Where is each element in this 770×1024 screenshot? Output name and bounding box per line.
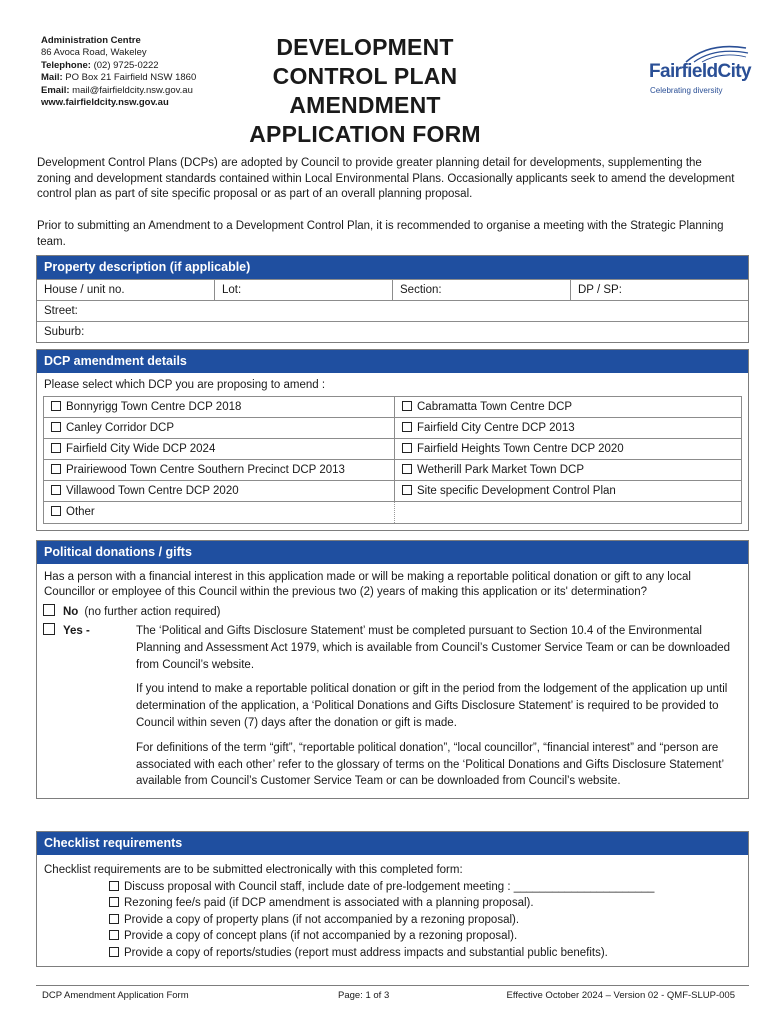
checklist-item-label: Discuss proposal with Council staff, include date of pre-lodgement meeting : ______________________ xyxy=(124,880,655,893)
title-line-1: DEVELOPMENT xyxy=(276,34,454,60)
option-label: Prairiewood Town Centre Southern Precinct DCP 2013 xyxy=(66,464,345,476)
title-line-2: CONTROL PLAN xyxy=(272,63,458,89)
checklist-item-label: Provide a copy of reports/studies (report must address impacts and substantial public benefits). xyxy=(124,946,608,959)
checkbox[interactable] xyxy=(402,422,412,432)
dcp-option-fairfield-heights[interactable] xyxy=(395,439,741,460)
checklist-item[interactable] xyxy=(109,928,748,945)
dcp-section xyxy=(36,349,749,531)
checkbox[interactable] xyxy=(109,897,119,907)
checkbox[interactable] xyxy=(402,485,412,495)
option-label: Fairfield City Wide DCP 2024 xyxy=(66,443,216,455)
option-label: Villawood Town Centre DCP 2020 xyxy=(66,485,239,497)
email-value[interactable]: mail@fairfieldcity.nsw.gov.au xyxy=(72,84,193,96)
yes-paragraph-3: For definitions of the term “gift”, “reportable political donation”, “local councillor”, “financial interest” and “person are associated with each other’ refer to the glossary of terms on the ‘Political Donations and Gifts Disclosure Statement’ available from Council’s Customer Service Team or can be downloaded from Council’s website. xyxy=(136,741,724,788)
option-label: Other xyxy=(66,506,95,518)
checkbox[interactable] xyxy=(51,506,61,516)
checklist-section xyxy=(36,831,749,967)
title-line-4: APPLICATION FORM xyxy=(249,121,481,147)
dcp-option-cabramatta[interactable] xyxy=(395,397,741,418)
donations-yes-option[interactable] xyxy=(37,623,748,798)
admin-heading: Administration Centre xyxy=(41,35,141,46)
option-label: Bonnyrigg Town Centre DCP 2018 xyxy=(66,401,242,413)
checkbox[interactable] xyxy=(109,914,119,924)
dcp-option-blank xyxy=(395,502,741,523)
email-label: Email: xyxy=(41,84,70,96)
title-line-3: AMENDMENT xyxy=(289,92,441,118)
donations-question: Has a person with a financial interest in this application made or will be making a reportable political donation or gift to any local Councillor or employee of this Council within the previous two (2) years of making this application or its' determination? xyxy=(44,571,691,598)
checkbox[interactable] xyxy=(109,881,119,891)
option-label: Cabramatta Town Centre DCP xyxy=(417,401,573,413)
dcp-option-wetherill-park[interactable] xyxy=(395,460,741,481)
street-field[interactable]: Street: xyxy=(44,305,78,317)
checklist-item[interactable] xyxy=(109,945,748,962)
no-label: No xyxy=(63,606,79,618)
council-contact-block xyxy=(41,35,196,109)
telephone-value: (02) 9725-0222 xyxy=(93,59,159,71)
checkbox[interactable] xyxy=(51,401,61,411)
option-label: Fairfield Heights Town Centre DCP 2020 xyxy=(417,443,624,455)
dcp-option-canley[interactable] xyxy=(44,418,395,439)
intro-paragraph-2: Prior to submitting an Amendment to a Development Control Plan, it is recommended to organise a meeting with the Strategic Planning team. xyxy=(37,220,724,248)
suburb-field[interactable]: Suburb: xyxy=(44,326,85,338)
checkbox[interactable] xyxy=(51,443,61,453)
yes-label: Yes - xyxy=(63,625,90,637)
mail-label: Mail: xyxy=(41,72,63,84)
admin-address: 86 Avoca Road, Wakeley xyxy=(41,47,147,59)
lot-field[interactable]: Lot: xyxy=(215,280,393,300)
yes-paragraph-1: The ‘Political and Gifts Disclosure Statement’ must be completed pursuant to Section 10.4 of the Environmental Planning and Assessment Act 1979, which is available from Council’s Customer Service Team or can be downloaded from Council’s website. xyxy=(136,625,731,671)
checklist-item-label: Provide a copy of property plans (if not accompanied by a rezoning proposal). xyxy=(124,913,520,926)
house-unit-field[interactable]: House / unit no. xyxy=(37,280,215,300)
checkbox[interactable] xyxy=(51,464,61,474)
checklist-item[interactable] xyxy=(109,895,748,912)
donations-no-option[interactable] xyxy=(37,603,748,623)
dp-sp-field[interactable]: DP / SP: xyxy=(578,284,622,296)
logo-name: FairfieldCity xyxy=(649,61,751,82)
checklist-item[interactable] xyxy=(109,912,748,929)
form-title xyxy=(232,33,498,149)
page-footer xyxy=(36,985,749,1001)
checklist-item[interactable] xyxy=(109,879,748,896)
dcp-section-heading: DCP amendment details xyxy=(37,350,748,373)
checklist-items xyxy=(37,879,748,967)
dcp-option-fairfield-city-centre[interactable] xyxy=(395,418,741,439)
dcp-option-other[interactable] xyxy=(44,502,395,523)
fairfield-city-logo xyxy=(644,44,754,100)
checklist-intro: Checklist requirements are to be submitted electronically with this completed form: xyxy=(44,864,463,876)
mail-value: PO Box 21 Fairfield NSW 1860 xyxy=(65,72,197,84)
intro-paragraph-1: Development Control Plans (DCPs) are adopted by Council to provide greater planning detail for developments, supplementing the zoning and development standards contained within Local Environmental Plans. Occasionally applicants seek to amend the development control plan as part of site specific proposal or as part of an overall planning proposal. xyxy=(37,157,735,201)
dcp-option-prairiewood[interactable] xyxy=(44,460,395,481)
property-section-heading: Property description (if applicable) xyxy=(37,256,748,279)
telephone-label: Telephone: xyxy=(41,59,91,71)
checkbox[interactable] xyxy=(109,930,119,940)
footer-form-name: DCP Amendment Application Form xyxy=(42,990,189,1001)
website-link[interactable]: www.fairfieldcity.nsw.gov.au xyxy=(41,97,169,109)
dcp-option-site-specific[interactable] xyxy=(395,481,741,502)
checkbox[interactable] xyxy=(109,947,119,957)
checkbox[interactable] xyxy=(402,401,412,411)
no-text: (no further action required) xyxy=(84,606,221,618)
no-checkbox[interactable] xyxy=(43,604,55,616)
property-section xyxy=(36,255,749,343)
section-field[interactable]: Section: xyxy=(393,280,571,300)
checklist-section-heading: Checklist requirements xyxy=(37,832,748,855)
checkbox[interactable] xyxy=(402,443,412,453)
dcp-option-villawood[interactable] xyxy=(44,481,395,502)
yes-paragraph-2: If you intend to make a reportable political donation or gift in the period from the lodgement of the application up until determination of the application, a ‘Political Donations and Gifts Disclosure Statement’ is required to be provided to Council within seven (7) days after the donation or gift is made. xyxy=(136,683,728,729)
dcp-option-city-wide[interactable] xyxy=(44,439,395,460)
donations-section-heading: Political donations / gifts xyxy=(37,541,748,564)
yes-checkbox[interactable] xyxy=(43,623,55,635)
footer-page-number: Page: 1 of 3 xyxy=(338,990,390,1001)
option-label: Wetherill Park Market Town DCP xyxy=(417,464,585,476)
logo-tagline: Celebrating diversity xyxy=(650,86,723,95)
option-label: Canley Corridor DCP xyxy=(66,422,175,434)
checklist-item-label: Rezoning fee/s paid (if DCP amendment is associated with a planning proposal). xyxy=(124,897,534,909)
dcp-option-bonnyrigg[interactable] xyxy=(44,397,395,418)
checkbox[interactable] xyxy=(402,464,412,474)
checklist-item-label: Provide a copy of concept plans (if not accompanied by a rezoning proposal). xyxy=(124,930,518,942)
option-label: Site specific Development Control Plan xyxy=(417,485,616,497)
checkbox[interactable] xyxy=(51,422,61,432)
checkbox[interactable] xyxy=(51,485,61,495)
footer-version: Effective October 2024 – Version 02 - QMF-SLUP-005 xyxy=(506,990,735,1001)
option-label: Fairfield City Centre DCP 2013 xyxy=(417,422,575,434)
dcp-options-grid xyxy=(43,396,742,524)
dcp-prompt: Please select which DCP you are proposing to amend : xyxy=(44,379,326,391)
donations-section xyxy=(36,540,749,799)
